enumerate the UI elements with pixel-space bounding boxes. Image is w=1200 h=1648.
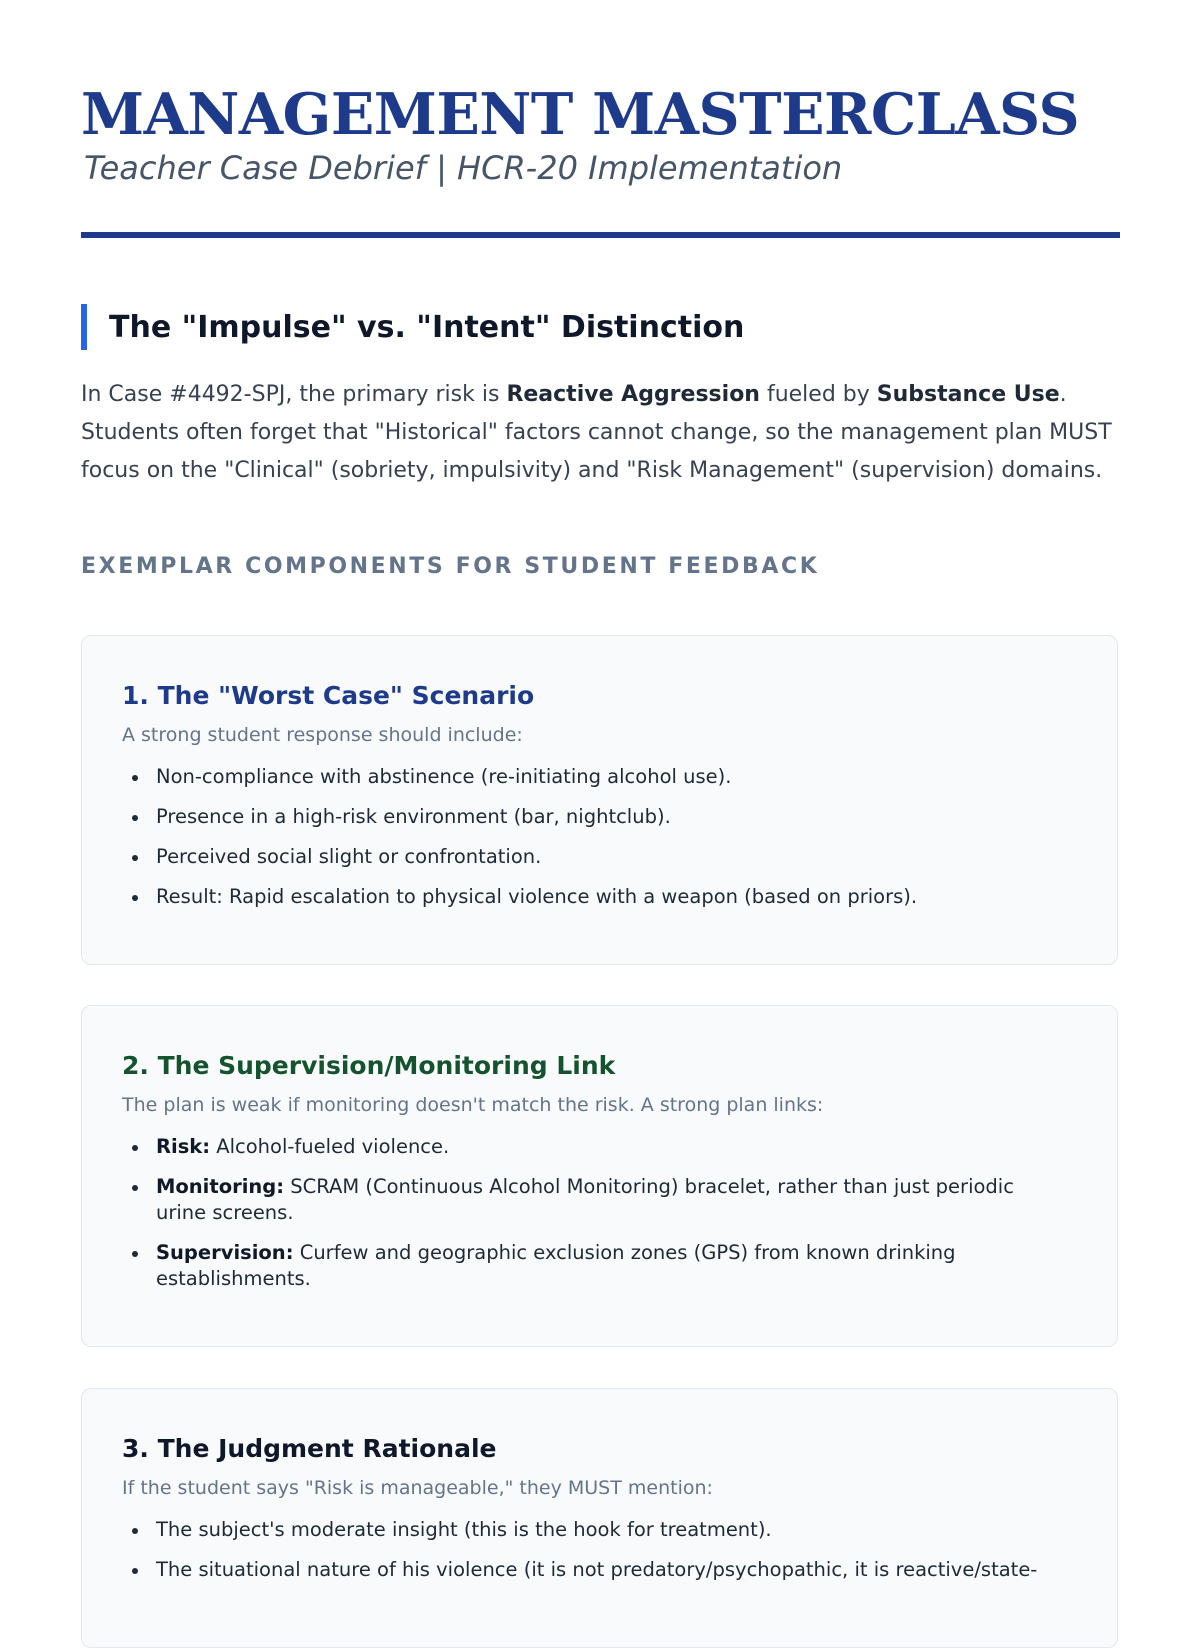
document-page — [81, 0, 1120, 1581]
list-item — [156, 1174, 1036, 1226]
list-item-text: The subject's moderate insight (this is the hook for treatment). — [156, 1518, 772, 1541]
intro-bold-substance-use: Substance Use — [876, 382, 1060, 407]
list-item — [156, 884, 1077, 910]
header-divider — [81, 232, 1120, 238]
page-subtitle: Teacher Case Debrief | HCR-20 Implementation — [84, 149, 843, 187]
list-item — [156, 844, 1077, 870]
list-item-text: The situational nature of his violence (it is not predatory/psychopathic, it is reactive/state- — [156, 1558, 1038, 1581]
list-item-text: Presence in a high-risk environment (bar, nightclub). — [156, 805, 671, 828]
intro-text-1: In Case #4492-SPJ, the primary risk is — [81, 382, 507, 407]
card-judgment-rationale — [81, 1388, 1118, 1648]
card-worst-case — [81, 635, 1118, 965]
list-item-text: Curfew and geographic exclusion zones (GPS) from known drinking establishments. — [156, 1241, 956, 1290]
card-title: 2. The Supervision/Monitoring Link — [122, 1051, 616, 1080]
list-item — [156, 1240, 956, 1292]
list-item-label: Risk: — [156, 1135, 211, 1158]
section-heading — [81, 304, 1120, 350]
card-list — [122, 1134, 1077, 1292]
list-item — [156, 804, 1077, 830]
card-list — [122, 1517, 1077, 1583]
card-description: The plan is weak if monitoring doesn't match the risk. A strong plan links: — [122, 1094, 824, 1116]
list-item-text: Perceived social slight or confrontation. — [156, 845, 542, 868]
intro-bold-reactive-aggression: Reactive Aggression — [506, 382, 760, 407]
list-item — [156, 764, 1077, 790]
intro-text-2: fueled by — [759, 382, 877, 407]
list-item-label: Supervision: — [156, 1241, 294, 1264]
list-item-label: Monitoring: — [156, 1175, 285, 1198]
card-description: If the student says "Risk is manageable," they MUST mention: — [122, 1477, 713, 1499]
document-header — [81, 0, 1120, 238]
list-item — [156, 1517, 1077, 1543]
list-item — [156, 1557, 1077, 1583]
list-item-text: Alcohol-fueled violence. — [210, 1135, 450, 1158]
page-title: MANAGEMENT MASTERCLASS — [81, 81, 1080, 148]
card-supervision-link — [81, 1005, 1118, 1347]
components-eyebrow: EXEMPLAR COMPONENTS FOR STUDENT FEEDBACK — [81, 554, 820, 579]
card-title: 3. The Judgment Rationale — [122, 1434, 497, 1463]
list-item-text: Non-compliance with abstinence (re-initiating alcohol use). — [156, 765, 732, 788]
list-item — [156, 1134, 1077, 1160]
section-heading-text: The "Impulse" vs. "Intent" Distinction — [109, 309, 745, 345]
card-list — [122, 764, 1077, 910]
card-description: A strong student response should include: — [122, 724, 523, 746]
list-item-text: SCRAM (Continuous Alcohol Monitoring) bracelet, rather than just periodic urine screens. — [156, 1175, 1014, 1224]
intro-text-3: . Students often forget that "Historical" factors cannot change, so the management plan MUST focus on the "Clinical" (sobriety, impulsivity) and "Risk Management" (supervision) domains. — [81, 382, 1112, 483]
card-title: 1. The "Worst Case" Scenario — [122, 681, 535, 710]
intro-paragraph — [81, 376, 1120, 490]
list-item-text: Result: Rapid escalation to physical violence with a weapon (based on priors). — [156, 885, 918, 908]
